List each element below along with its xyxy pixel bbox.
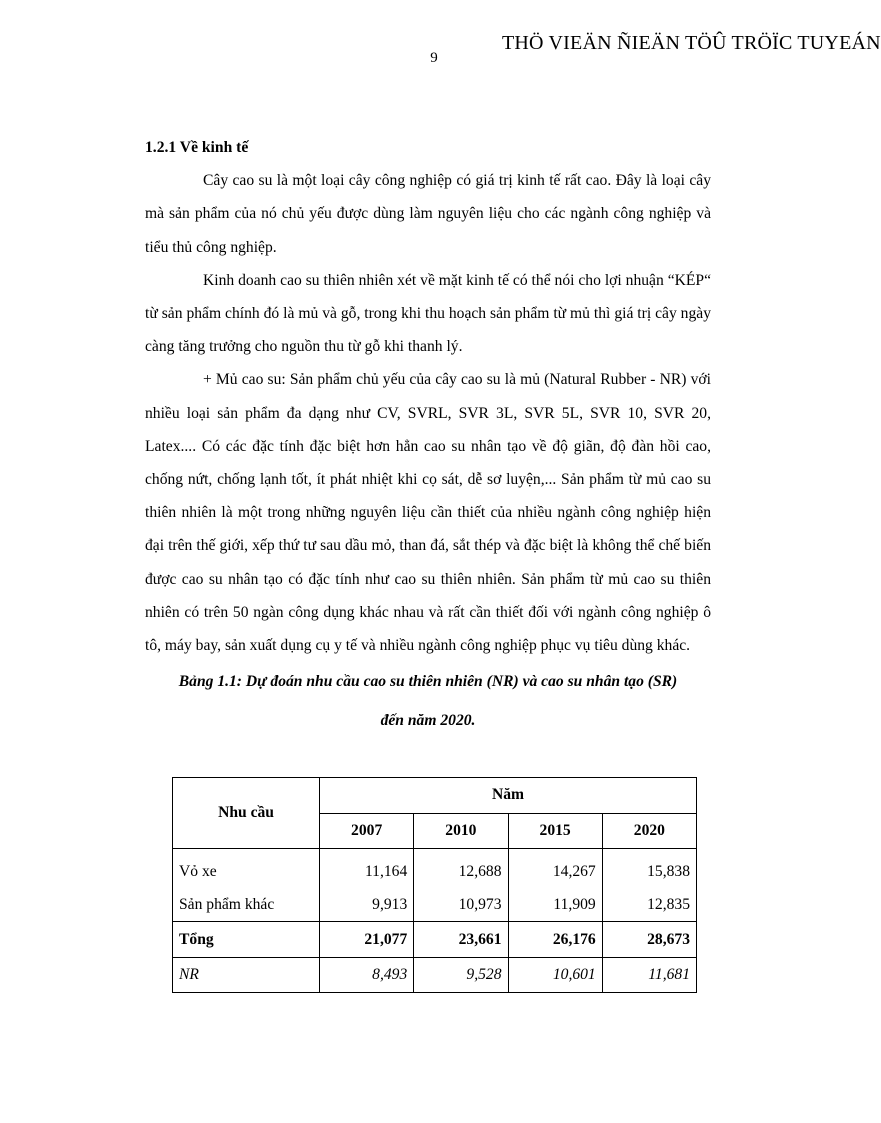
row-label: Tổng	[173, 922, 320, 958]
table-cell: 14,267	[508, 849, 602, 889]
table-cell: 11,909	[508, 888, 602, 922]
table-cell: 15,838	[602, 849, 696, 889]
table-cell: 21,077	[320, 922, 414, 958]
paragraph: + Mủ cao su: Sản phẩm chủ yếu của cây cao su là mủ (Natural Rubber - NR) với nhiều loại sản phẩm đa dạng như CV, SVRL, SVR 3L, SVR 5L, SVR 10, SVR 20, Latex.... Có các đặc tính đặc biệt hơn hẳn cao su nhân tạo về độ giãn, độ đàn hồi cao, chống nứt, chống lạnh tốt, ít phát nhiệt khi cọ sát, dễ sơ luyện,... Sản phẩm từ mủ cao su thiên nhiên là một trong những nguyên liệu cần thiết của nhiều ngành công nghiệp hiện đại trên thế giới, xếp thứ tư sau dầu mỏ, than đá, sắt thép và đặc biệt là không thể chế biến được cao su nhân tạo có đặc tính như cao su thiên nhiên. Sản phẩm từ mủ cao su thiên nhiên có trên 50 ngàn công dụng khác nhau và rất cần thiết đối với ngành công nghiệp ô tô, máy bay, sản xuất dụng cụ y tế và nhiều ngành công nghiệp phục vụ tiêu dùng khác.	[145, 371, 711, 655]
table-cell: 8,493	[320, 958, 414, 993]
header-year: Năm	[320, 778, 697, 814]
year-header: 2020	[602, 813, 696, 849]
year-header: 2007	[320, 813, 414, 849]
table-row	[173, 888, 697, 922]
row-label: Vỏ xe	[173, 849, 320, 889]
header-need: Nhu cầu	[173, 778, 320, 849]
table-caption: Bảng 1.1: Dự đoán nhu cầu cao su thiên nhiên (NR) và cao su nhân tạo (SR) đến năm 2020.	[178, 673, 678, 730]
section-heading: 1.2.1 Về kinh tế	[145, 139, 249, 156]
year-header: 2015	[508, 813, 602, 849]
table-row-total	[173, 922, 697, 958]
table-cell: 11,164	[320, 849, 414, 889]
rubber-demand-table	[172, 777, 697, 993]
table-cell: 26,176	[508, 922, 602, 958]
table-cell: 28,673	[602, 922, 696, 958]
table-cell: 10,601	[508, 958, 602, 993]
table-cell: 9,528	[414, 958, 508, 993]
paragraph: Cây cao su là một loại cây công nghiệp có giá trị kinh tế rất cao. Đây là loại cây mà sản phẩm của nó chủ yếu được dùng làm nguyên liệu cho các ngành công nghiệp và tiểu thủ công nghiệp.	[145, 172, 711, 256]
table-cell: 12,688	[414, 849, 508, 889]
row-label: NR	[173, 958, 320, 993]
document-body	[145, 131, 711, 740]
paragraph: Kinh doanh cao su thiên nhiên xét về mặt kinh tế có thể nói cho lợi nhuận “KÉP“ từ sản phẩm chính đó là mủ và gỗ, trong khi thu hoạch sản phẩm từ mủ thì giá trị cây ngày càng tăng trưởng cho nguồn thu từ gỗ khi thanh lý.	[145, 271, 711, 356]
table-cell: 23,661	[414, 922, 508, 958]
table-cell: 11,681	[602, 958, 696, 993]
table-row-nr	[173, 958, 697, 993]
table-cell: 12,835	[602, 888, 696, 922]
page-number: 9	[430, 50, 438, 66]
year-header: 2010	[414, 813, 508, 849]
table-row	[173, 849, 697, 889]
table-cell: 10,973	[414, 888, 508, 922]
table-cell: 9,913	[320, 888, 414, 922]
row-label: Sản phẩm khác	[173, 888, 320, 922]
library-watermark-header: THÖ VIEÄN ÑIEÄN TÖÛ TRÖÏC TUYEÁN	[502, 32, 881, 54]
